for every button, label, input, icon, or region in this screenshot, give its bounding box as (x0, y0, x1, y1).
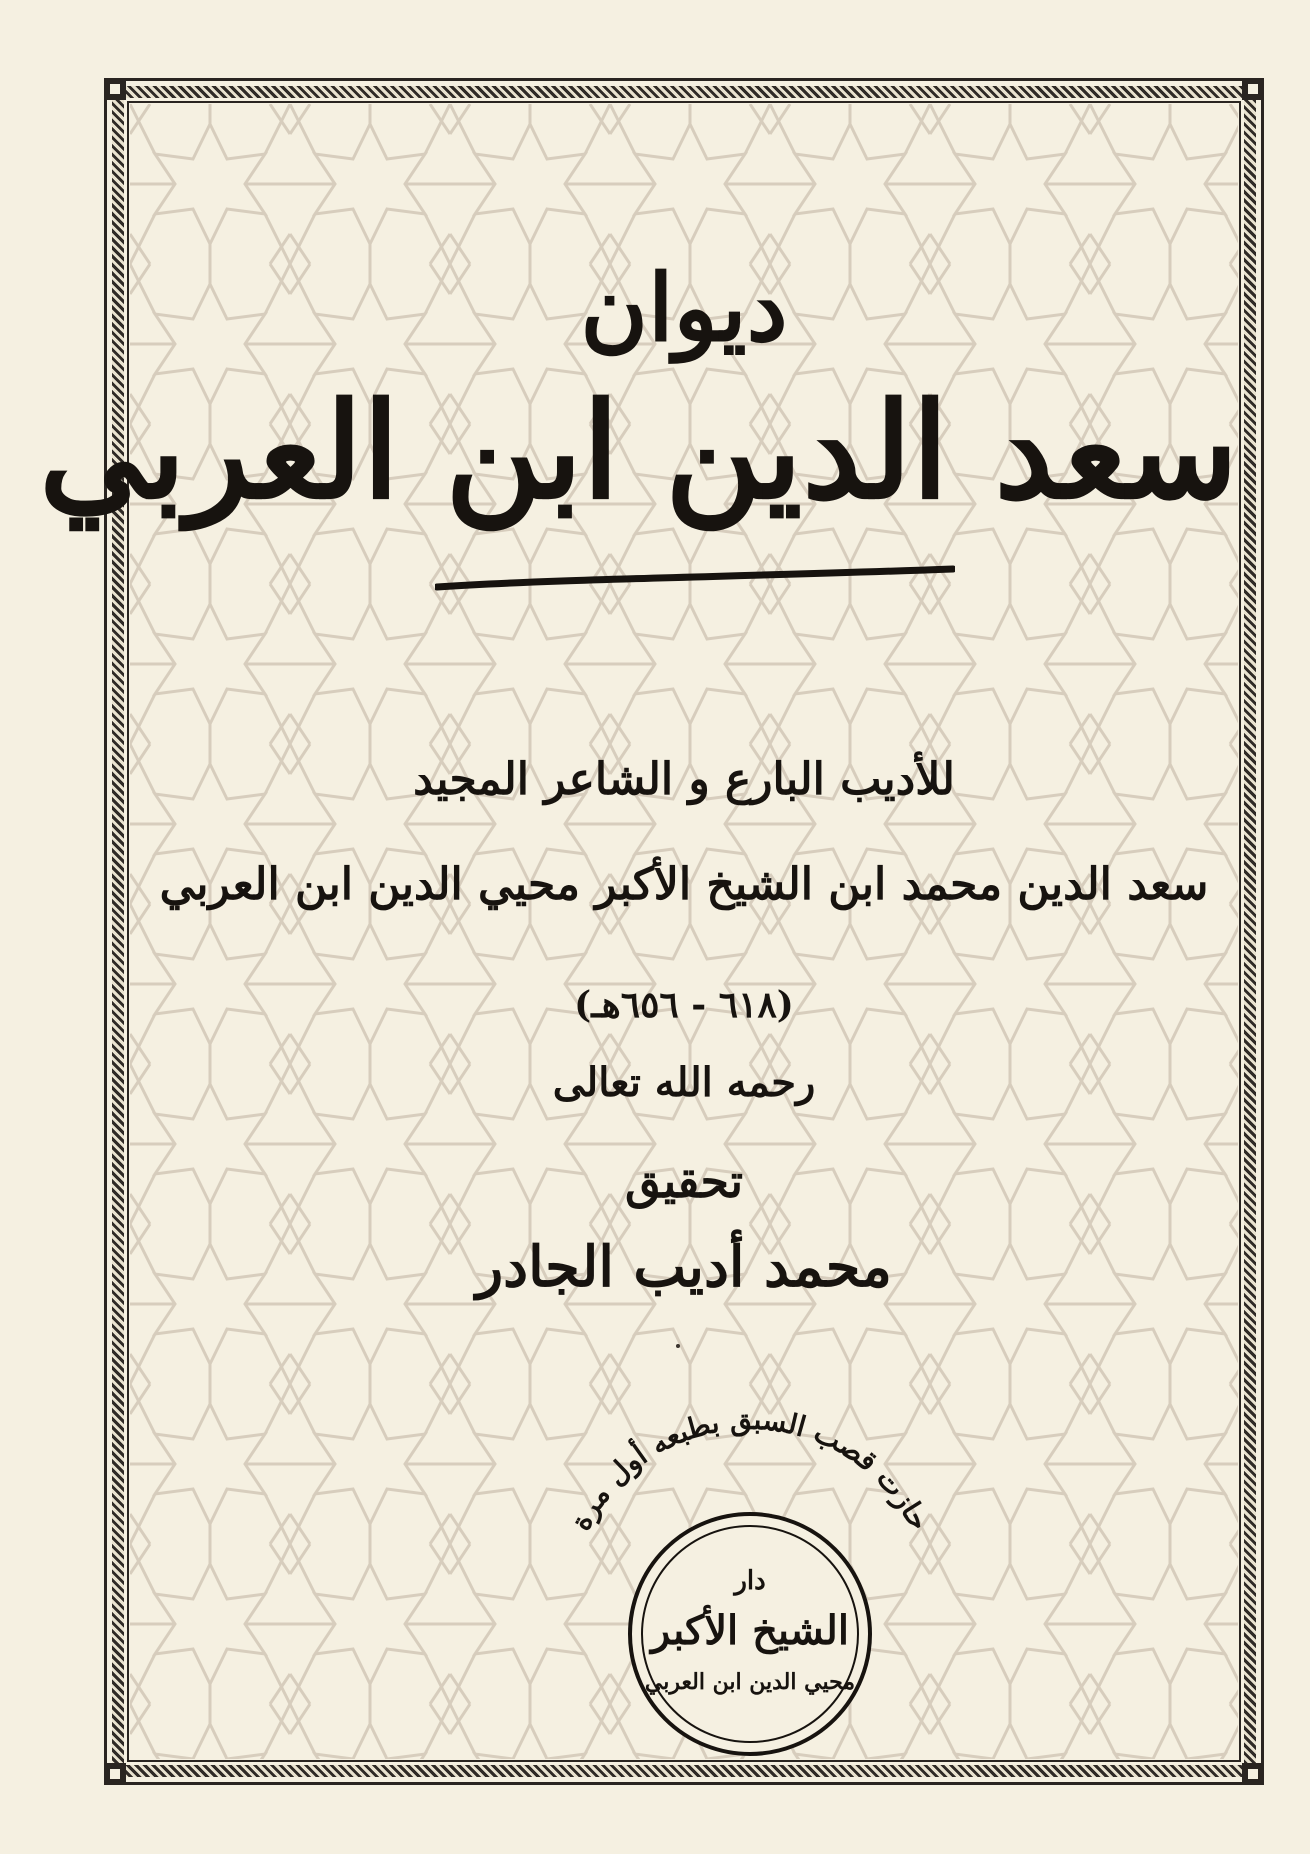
calligraphy-swash (435, 559, 955, 595)
seal-name: الشيخ الأكبر (651, 1607, 849, 1654)
author-epithet: للأديب البارع و الشاعر المجيد (413, 754, 955, 805)
corner-ornament-bottom-right (1242, 1763, 1264, 1785)
invocation: رحمه الله تعالى (552, 1059, 816, 1106)
corner-ornament-top-right (1242, 78, 1264, 100)
dot-mark (676, 1344, 680, 1348)
seal-dar: دار (734, 1566, 766, 1596)
corner-ornament-bottom-left (104, 1763, 126, 1785)
publisher-seal (510, 1404, 990, 1834)
book-title: سعد الدين ابن العربي (39, 374, 1238, 529)
seal-sub: محيي الدين ابن العربي (644, 1669, 856, 1695)
tahqiq-label: تحقيق (624, 1154, 743, 1208)
lifespan-dates: (٦١٨ - ٦٥٦هـ) (574, 984, 794, 1026)
seal-arc-text: حازت قصب السبق بطبعه أول مرة (563, 1404, 937, 1536)
editor-name: محمد أديب الجادر (476, 1234, 892, 1300)
diwan-heading: ديوان (580, 254, 788, 362)
author-full-name: سعد الدين محمد ابن الشيخ الأكبر محيي الدين ابن العربي (159, 859, 1209, 910)
corner-ornament-top-left (104, 78, 126, 100)
cover-text (39, 104, 1238, 1759)
